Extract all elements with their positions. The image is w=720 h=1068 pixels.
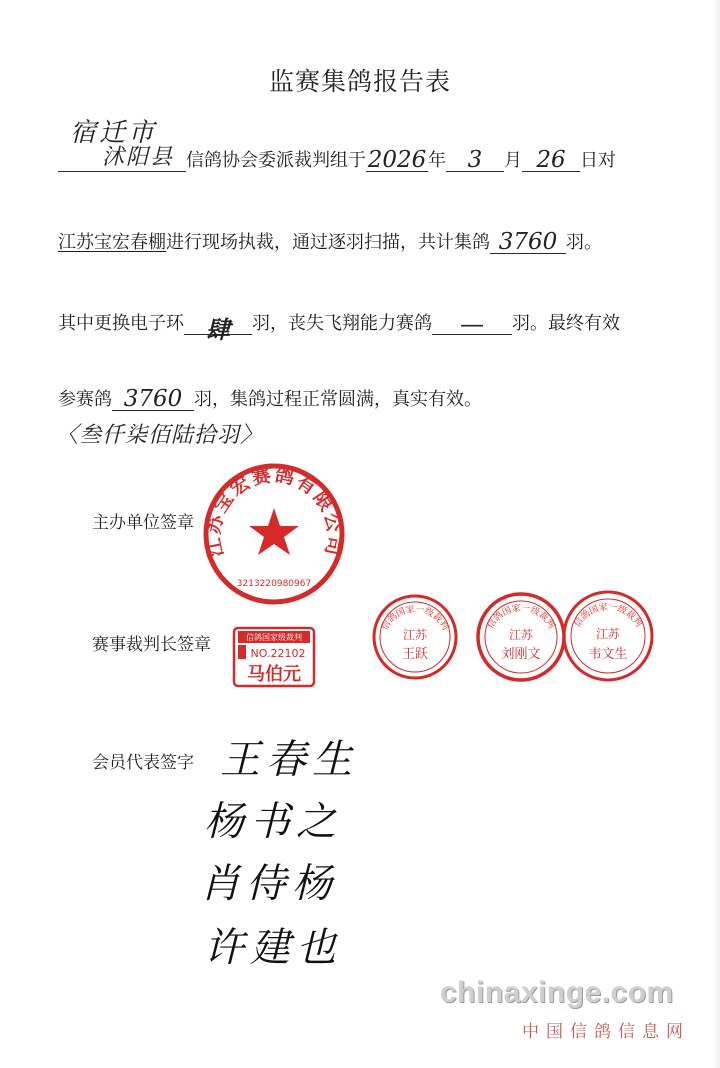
line3-prefix: 其中更换电子环 xyxy=(58,313,184,334)
chief-referee-seal xyxy=(232,626,316,688)
line3-suffix: 羽。最终有效 xyxy=(512,313,620,334)
chief-referee-label: 赛事裁判长签章 xyxy=(92,635,211,655)
year-blank xyxy=(366,147,428,172)
handwritten-county: 沭阳县 xyxy=(102,145,175,170)
replaced-count-blank xyxy=(184,310,252,344)
line-4 xyxy=(58,385,482,411)
referee-seal-3-name: 韦文生 xyxy=(588,647,628,662)
document-title: 监赛集鸽报告表 xyxy=(268,67,451,96)
line4-suffix: 羽，集鸽过程正常圆满，真实有效。 xyxy=(194,389,482,410)
referee-seal-1-province: 江苏 xyxy=(402,628,428,642)
referee-seal-2-name: 刘刚文 xyxy=(501,647,541,662)
member-signature-4: 许建也 xyxy=(204,925,342,971)
unit-bird-1: 羽。 xyxy=(566,232,602,253)
watermark-site-name: 中国信鸽信息网 xyxy=(522,1022,690,1042)
line4-prefix: 参赛鸽 xyxy=(58,389,112,410)
referee-seal-2 xyxy=(474,590,568,684)
month-blank xyxy=(446,147,504,172)
count-in-words: 〈叁仟柒佰陆拾羽〉 xyxy=(56,423,264,448)
line2-text: 进行现场执裁，通过逐羽扫描，共计集鸽 xyxy=(166,232,490,253)
member-signature-1: 王春生 xyxy=(220,737,358,783)
member-signature-3: 肖侍杨 xyxy=(200,861,338,907)
replaced-count-value: 肆 xyxy=(206,315,230,344)
loft-name: 江苏宝宏春棚 xyxy=(58,232,166,253)
year-unit: 年 xyxy=(428,150,446,171)
referee-seal-3 xyxy=(560,588,656,684)
watermark-site: chinaxinge.com xyxy=(440,976,674,1009)
lost-count-value: — xyxy=(460,310,484,338)
organizer-seal-number: 3213220980967 xyxy=(236,579,312,589)
day-blank xyxy=(522,147,580,172)
chief-seal-number: NO.22102 xyxy=(250,647,306,660)
line3-mid: 羽，丧失飞翔能力赛鸽 xyxy=(252,313,432,334)
referee-seal-2-province: 江苏 xyxy=(508,628,534,642)
page-edge-shadow xyxy=(712,0,720,1068)
line-3 xyxy=(58,309,620,344)
referee-seal-1 xyxy=(370,592,460,682)
day-unit: 日对 xyxy=(580,150,616,171)
year-value: 2026 xyxy=(367,147,427,173)
svg-text:信鸽国家一级裁判: 信鸽国家一级裁判 xyxy=(380,604,450,633)
organizer-seal xyxy=(200,460,348,608)
svg-text:信鸽国家一级裁判: 信鸽国家一级裁判 xyxy=(485,603,557,631)
member-rep-label: 会员代表签字 xyxy=(92,753,194,773)
lost-count-blank xyxy=(432,310,512,338)
total-count-blank xyxy=(490,229,566,254)
chief-seal-name: 马伯元 xyxy=(247,664,301,685)
handwritten-city: 宿迁市 xyxy=(70,118,158,148)
valid-count-value: 3760 xyxy=(123,386,183,412)
referee-seal-1-name: 王跃 xyxy=(401,647,429,662)
organizer-seal-text: 江苏宝宏赛鸽有限公司 xyxy=(202,463,346,560)
county-blank xyxy=(58,147,186,172)
line-1 xyxy=(58,146,616,172)
svg-text:信鸽国家一级裁判: 信鸽国家一级裁判 xyxy=(572,602,644,630)
referee-seal-3-province: 江苏 xyxy=(595,627,621,641)
organizer-label: 主办单位签章 xyxy=(92,513,194,533)
line1-text: 信鸽协会委派裁判组于 xyxy=(186,150,366,171)
chief-seal-header: 信鸽国家级裁判 xyxy=(246,633,302,642)
valid-count-blank xyxy=(112,386,194,411)
total-count-value: 3760 xyxy=(498,229,558,255)
member-signature-2: 杨书之 xyxy=(204,799,342,845)
month-value: 3 xyxy=(467,147,483,173)
month-unit: 月 xyxy=(504,150,522,171)
star-icon xyxy=(249,508,299,555)
line-2 xyxy=(58,228,602,254)
day-value: 26 xyxy=(536,147,566,173)
